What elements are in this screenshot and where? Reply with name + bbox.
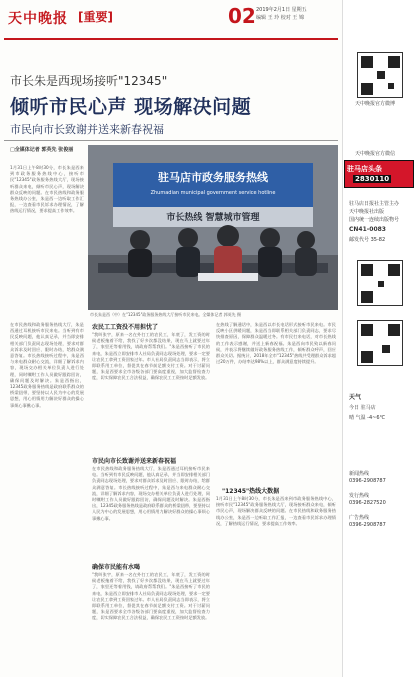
newspaper-line: 天中晚报社出版 [349,209,385,215]
right-sidebar [342,0,415,677]
weibo-label: 天中晚报官方微博 [355,101,396,107]
newspaper-logo: 天中晚报 [8,11,68,27]
ad-title: 驻马店头条 [347,165,382,173]
postal-code: 邮发代号 35-82 [349,237,386,243]
photo-sign-subtitle: 市长热线 智慧城市管理 [166,213,260,223]
phone-label: 新闻热线 [349,471,370,477]
wechat-qr-code [357,260,403,306]
article-column-1: 在市民热线和政务服务热线大厅，朱是西通过耳机接听市民来电。当听到有市民反映问题，他认真记录，并当即安排相关部门负责同志现场处理，要求对群众诉求及时回应、限时办结，给群众满意答复。市长热线接听过程中，朱是西与来电群众耐心交流，详细了解诉求内容，现场交办相关单位负责人进行处理，同时嘱咐工作人员做好跟踪回访，确保问题及时解决。朱是西指出，12345政务服务热线是政府联系群众的桥梁纽带，要坚持以人民为中心的发展思想，用心用情用力解决好群众的操心事烦心事揪心事。 [10,322,84,408]
ad-number: 2830110 [355,175,390,183]
editors-line: 编辑 王 玲 校对 王 锦 [256,15,304,21]
wechat-label: 天中晚报官方微信 [355,151,396,157]
section-heading-water: 确保市民能有水喝 [92,564,141,571]
photo-sign-english: Zhumadian municipal government service hotline [150,190,276,196]
article-byline: □全媒体记者 郭英先 张俊丽 [10,147,74,153]
headline-divider [4,140,338,141]
section-heading-wages: 农民工工资没不用担忧了 [92,324,159,331]
photo-caption: 市长朱是西（中）在"12345"政务服务热线大厅接听市民来电。全媒体记者 郭英先 摄 [90,312,241,317]
article-subhead: 市民向市长致谢并送来新春祝福 [10,123,164,136]
issn-label: 国内统一连续出版物号 [349,217,400,223]
article-column-2c: "我叫张宇，原来一名在外打工的农民工，年底了，发工资的时候老板拖着不给，我找了好多次都没结果，现在马上就要过年了，家里还等着用钱，请政府帮帮我们。"朱是西接听了市民的来电，朱是西立即安排市人社局负责同志现场处理，要求一定要让农民工拿到工资回家过年。市人社局负责同志当即表示，将立即联系用工单位，督促其在春节前足额支付工资。对于讨薪问题，朱是西要求全市各级各部门要高度重视，加大监督检查力度，切实保障农民工合法权益，确保农民工工资按时足额发放。 [92,572,210,621]
masthead-rule [4,38,338,40]
article-column-3: 在热线了解通话中，朱是西以市长电话形式接听市民来电。市民反映小区供暖问题，朱是西当即联系相关部门负责同志，要求尽快排查原因，保障群众温暖过冬。有市民打来电话，对市长热线的工作表示感谢，并送上新春祝福。朱是西向市民致以新春问候，并表示将继续做好政务服务热线工作，倾听群众呼声，回应群众关切。据统计，2018年全市"12345"热线共受理群众诉求超过20万件，办结率达98%以上，群众满意度持续提升。 [216,322,336,365]
article-column-3b: 1月31日上午8时30分，市长朱是西来到市政务服务热线中心，接听市民"12345"政务服务热线大厅，现场接听群众来电，倾听市民心声，现场解决群众反映的问题。在市民热线和政务服务热线办公室，朱是西一边听取工作汇报，一边查看市民诉求办理情况，了解热线运行情况，要求提高工作效率。 [216,496,336,526]
ad-phone-label: 广告热线 [349,515,370,521]
news-photo [88,145,338,310]
phone-number: 0396-2908787 [349,478,386,484]
weather-city: 今日 驻马店 [349,405,376,411]
publisher-line: 驻马店日报社主管主办 [349,201,400,207]
subscribe-number: 0396-2827520 [349,500,386,506]
issue-date: 2019年2月1日 星期五 [256,7,307,13]
article-column-2: "我叫张宇，原来一名在外打工的农民工，年底了，发工资的时候老板拖着不给，我找了好多次都没结果，现在马上就要过年了，家里还等着用钱，请政府帮帮我们。"朱是西接听了市民的来电，朱是西立即安排市人社局负责同志现场处理，要求一定要让农民工拿到工资回家过年。市人社局负责同志当即表示，将立即联系用工单位，督促其在春节前足额支付工资。对于讨薪问题，朱是西要求全市各级各部门要高度重视，加大监督检查力度，切实保障农民工合法权益，确保农民工工资按时足额发放。 [92,332,210,381]
weather-label: 天气 [349,394,362,401]
news-photo-illustration [88,145,338,310]
ad-phone-number: 0396-2908787 [349,522,386,528]
article-kicker: 市长朱是西现场接听"12345" [10,74,168,88]
article-headline: 倾听市民心声 现场解决问题 [10,96,252,118]
lead-text-column: 1月31日上午8时30分，市长朱是西来到市政务服务热线中心，接听市民"12345"政务服务热线大厅，现场接听群众来电，倾听市民心声，现场解决群众反映的问题。在市民热线和政务服务热线办公室，朱是西一边听取工作汇报，一边查看市民诉求办理情况，了解热线运行情况，要求提高工作效率。 [10,165,84,214]
section-heading-thanks: 市民向市长致谢并送来新春祝福 [92,458,177,465]
app-qr-code [357,320,403,366]
weibo-qr-code [357,52,403,98]
section-heading-data: "12345"热线大数据 [222,488,280,495]
weather-temp: 晴 气温 -4~6℃ [349,415,386,421]
photo-sign-title: 驻马店市政务服务热线 [158,171,268,184]
cn-number: CN41-0083 [349,226,386,233]
sidebar-advertisement [344,160,414,188]
subscribe-label: 发行热线 [349,493,370,499]
article-column-2b: 在市民热线和政务服务热线大厅，朱是西通过耳机接听市民来电。当听到有市民反映问题，他认真记录，并当即安排相关部门负责同志现场处理，要求对群众诉求及时回应、限时办结，给群众满意答复。市长热线接听过程中，朱是西与来电群众耐心交流，详细了解诉求内容，现场交办相关单位负责人进行处理，同时嘱咐工作人员做好跟踪回访，确保问题及时解决。朱是西指出，12345政务服务热线是政府联系群众的桥梁纽带，要坚持以人民为中心的发展思想，用心用情用力解决好群众的操心事烦心事揪心事。 [92,466,210,521]
section-label: [重要] [78,10,113,24]
page-number: 02 [228,4,256,28]
